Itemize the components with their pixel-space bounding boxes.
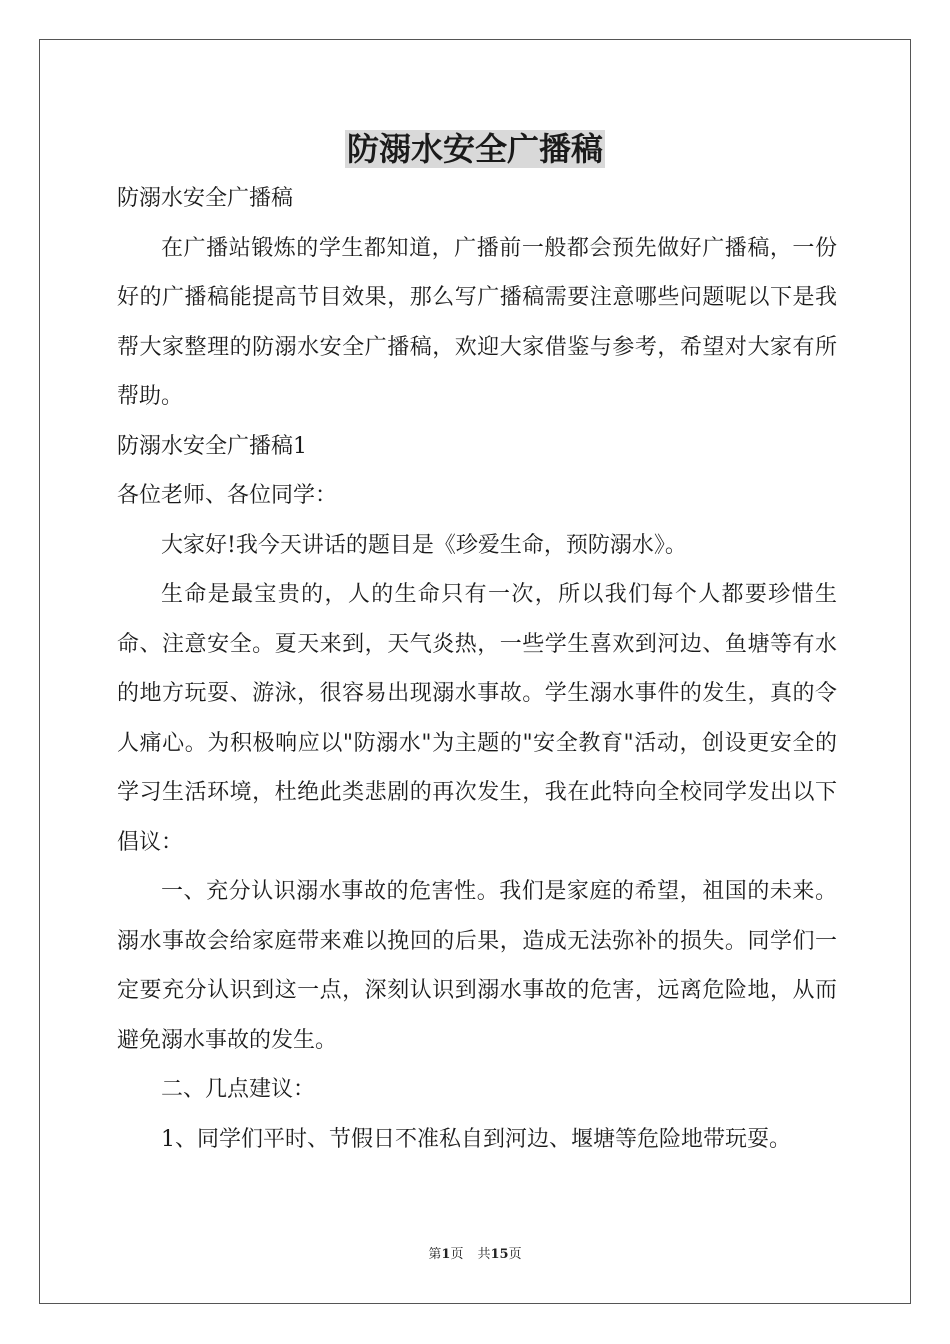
document-body bbox=[117, 174, 837, 1164]
paragraph: 大家好!我今天讲话的题目是《珍爱生命，预防溺水》。 bbox=[161, 532, 687, 558]
footer-page-suffix: 页 bbox=[450, 1247, 464, 1262]
footer-page-number: 1 bbox=[441, 1247, 451, 1262]
footer-total-prefix: 共 bbox=[477, 1247, 491, 1262]
page-footer bbox=[0, 1246, 950, 1264]
paragraph: 一、充分认识溺水事故的危害性。我们是家庭的希望，祖国的未来。溺水事故会给家庭带来难以挽回的后果，造成无法弥补的损失。同学们一定要充分认识到这一点，深刻认识到溺水事故的危害，远离危险地，从而避免溺水事故的发生。 bbox=[117, 879, 837, 1053]
paragraph: 1、同学们平时、节假日不准私自到河边、堰塘等危险地带玩耍。 bbox=[161, 1126, 791, 1152]
paragraph: 各位老师、各位同学： bbox=[117, 483, 338, 508]
document-title bbox=[0, 127, 950, 171]
footer-page-prefix: 第 bbox=[428, 1247, 442, 1262]
paragraph: 防溺水安全广播稿1 bbox=[117, 433, 307, 459]
footer-total-pages: 15 bbox=[490, 1247, 509, 1262]
paragraph: 二、几点建议： bbox=[161, 1077, 316, 1102]
paragraph: 生命是最宝贵的，人的生命只有一次，所以我们每个人都要珍惜生命、注意安全。夏天来到，天气炎热，一些学生喜欢到河边、鱼塘等有水的地方玩耍、游泳，很容易出现溺水事故。学生溺水事件的发生，真的令人痛心。为积极响应以"防溺水"为主题的"安全教育"活动，创设更安全的学习生活环境，杜绝此类悲剧的再次发生，我在此特向全校同学发出以下倡议： bbox=[117, 582, 837, 855]
paragraph: 防溺水安全广播稿 bbox=[117, 186, 294, 211]
footer-total-suffix: 页 bbox=[508, 1247, 522, 1262]
paragraph: 在广播站锻炼的学生都知道，广播前一般都会预先做好广播稿，一份好的广播稿能提高节目效果，那么写广播稿需要注意哪些问题呢以下是我帮大家整理的防溺水安全广播稿，欢迎大家借鉴与参考，希望对大家有所帮助。 bbox=[117, 235, 837, 409]
document-title-text: 防溺水安全广播稿 bbox=[346, 130, 603, 168]
